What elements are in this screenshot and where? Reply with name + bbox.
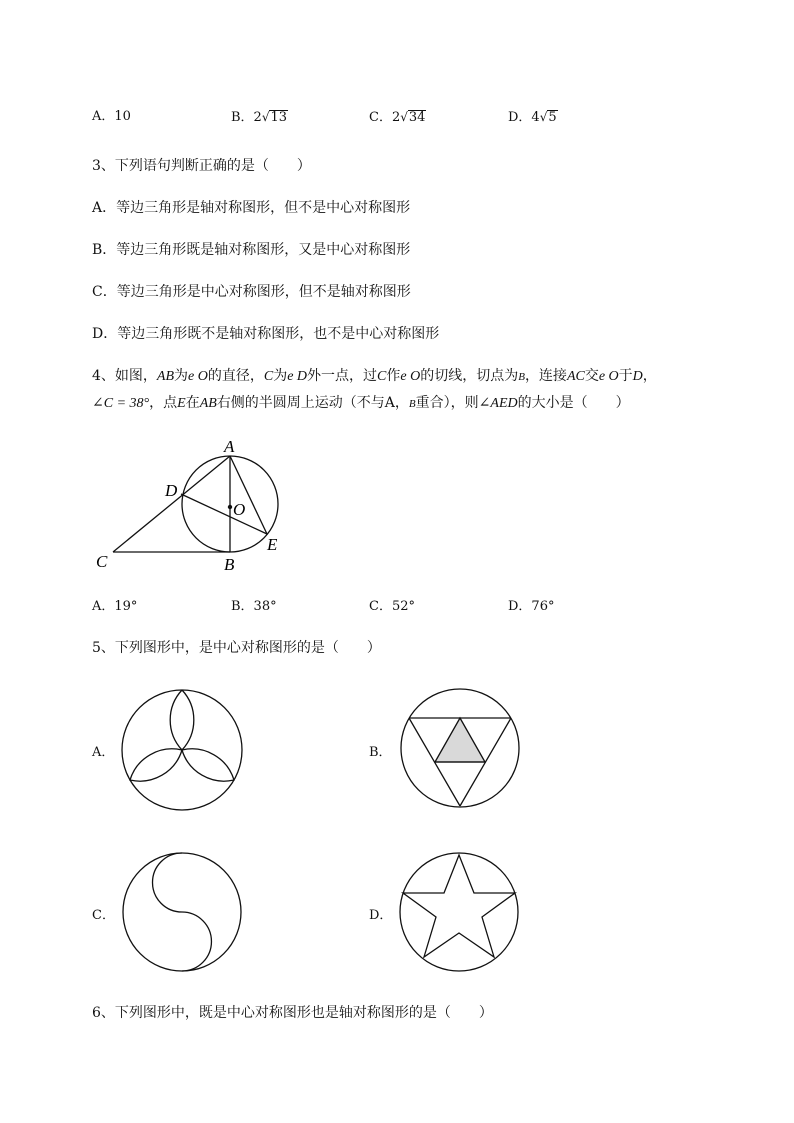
q5-figure-c-yin-yang [123,853,241,971]
q4-math-ab: AB [156,369,175,384]
q5-figure-b-triangles [401,689,519,807]
q2-option-c: C．2√34 [369,110,426,125]
label-a: A [224,437,235,456]
q4-text: 重合），则 [415,395,479,411]
q5-label-d: D． [369,908,393,923]
q3-option-b: B．等边三角形既是轴对称图形，又是中心对称图形 [92,242,411,258]
q3-option-d: D．等边三角形既不是轴对称图形，也不是中心对称图形 [92,326,440,342]
q4-text: 的直径， [207,368,264,384]
q4-option-b: B．38° [231,599,277,614]
q4-math-d: D [632,369,643,384]
q4-math-circle-o: e O [598,369,619,384]
q5-label-c: C． [92,908,115,923]
q2-option-c-prefix: C．2 [369,110,401,125]
q4-stem-line1 [92,367,657,386]
q4-math-b: B [408,398,416,410]
q4-math-ab: AB [199,396,217,411]
q4-math-c: C [377,369,387,384]
q4-math-circle-o: e O [400,369,421,384]
q4-text: 右侧的半圆周上运动（不与A [216,395,395,411]
q4-text: ， [642,368,657,384]
q4-text: ， [394,395,409,411]
q2-option-b: B．2√13 [231,110,288,125]
q4-stem-line2 [92,394,630,413]
q4-text: 外一点，过 [307,368,378,384]
q3-option-a: A．等边三角形是轴对称图形，但不是中心对称图形 [92,200,411,216]
q2-option-d-radicand: 5 [548,110,557,125]
label-d: D [165,481,178,500]
label-b: B [224,555,235,574]
q4-text: 交 [584,368,599,384]
q4-math-c: C [263,369,274,384]
q4-text: 为 [174,368,189,384]
circle-o [182,456,278,552]
q4-math-e: E [177,396,186,411]
q2-option-b-prefix: B．2 [231,110,262,125]
q4-math-angle-c: ∠C = 38° [92,396,150,411]
secant-ca [113,456,230,552]
q3-option-c: C．等边三角形是中心对称图形，但不是轴对称图形 [92,284,411,300]
q4-text: 作 [386,368,401,384]
q4-math-angle-aed: ∠AED [478,396,518,411]
q4-text: 在 [185,395,200,411]
q2-option-c-radicand: 34 [408,110,426,125]
q4-text: 4、如图， [92,368,157,384]
q5-label-a: A． [92,745,115,760]
q6-stem: 6、下列图形中，既是中心对称图形也是轴对称图形的是（ ） [92,1005,493,1021]
q4-text: ，点 [149,395,178,411]
q2-option-a: A．10 [92,109,131,124]
q2-option-b-radicand: 13 [270,110,288,125]
q2-option-d-prefix: D．4 [508,110,540,125]
label-o: O [233,500,246,519]
q4-option-a: A．19° [92,599,138,614]
chord-de [181,494,267,534]
q5-stem: 5、下列图形中，是中心对称图形的是（ ） [92,640,381,656]
label-c: C [96,552,108,571]
center-point-o [228,505,232,509]
q4-text: 的大小是（ ） [517,395,630,411]
q4-math-circle-o: e O [188,369,208,384]
q5-label-b: B． [369,745,392,760]
q4-math-ac: AC [566,369,585,384]
q4-math-circle-d: e D [287,369,308,384]
q4-text: ，连接 [524,368,567,384]
label-e: E [267,535,278,554]
q5-figure-d-star [400,853,518,971]
q4-text: 的切线，切点为 [420,368,519,384]
q3-stem: 3、下列语句判断正确的是（ ） [92,158,311,174]
chord-ae [230,456,267,534]
q4-math-b: B [518,371,525,383]
q5-figure-a-three-arcs [122,690,242,810]
q4-text: 为 [273,368,288,384]
q4-option-d: D．76° [508,599,555,614]
q2-option-d: D．4√5 [508,110,557,125]
q4-text: 于 [618,368,633,384]
q4-option-c: C．52° [369,599,415,614]
